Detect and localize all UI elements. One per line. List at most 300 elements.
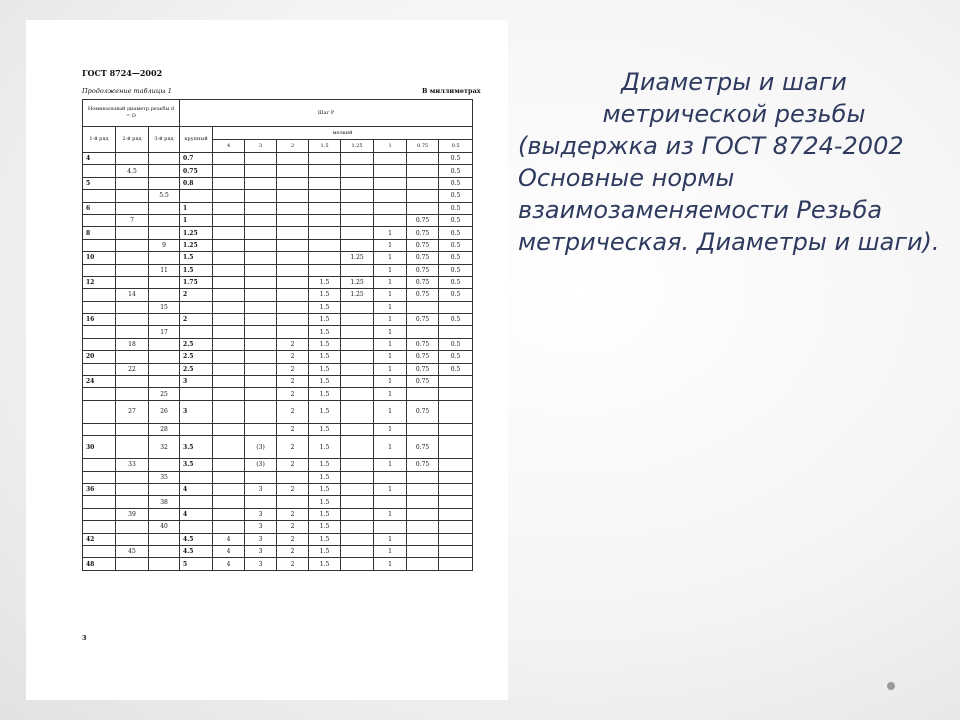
- cell-p05: 0.5: [439, 264, 473, 276]
- cell-p05: 0.5: [439, 338, 473, 350]
- cell-p15: 1.5: [309, 545, 341, 557]
- cell-p05: [439, 388, 473, 400]
- cell-c: 3: [180, 376, 213, 388]
- cell-d2: [116, 423, 149, 435]
- cell-p125: [341, 314, 374, 326]
- cell-d3: [149, 363, 180, 375]
- header-fine-pitch: 0.75: [407, 140, 439, 153]
- header-fine-pitch: 4: [213, 140, 245, 153]
- cell-p4: [213, 423, 245, 435]
- cell-p4: [213, 363, 245, 375]
- table-body: [83, 153, 473, 571]
- cell-d3: [149, 153, 180, 165]
- cell-p3: 3: [245, 558, 277, 570]
- cell-p2: 2: [277, 508, 309, 520]
- cell-p1: 1: [374, 423, 407, 435]
- cell-p15: 1.5: [309, 483, 341, 495]
- cell-d2: [116, 471, 149, 483]
- cell-p125: [341, 264, 374, 276]
- cell-p075: 0.75: [407, 227, 439, 239]
- cell-p2: 2: [277, 400, 309, 423]
- cell-p125: [341, 338, 374, 350]
- cell-p15: 1.5: [309, 363, 341, 375]
- cell-p3: 3: [245, 508, 277, 520]
- cell-p15: 1.5: [309, 423, 341, 435]
- cell-c: 3: [180, 400, 213, 423]
- cell-p075: [407, 533, 439, 545]
- cell-p15: [309, 252, 341, 264]
- cell-d2: [116, 388, 149, 400]
- cell-d3: [149, 177, 180, 189]
- cell-c: [180, 326, 213, 338]
- cell-p05: [439, 558, 473, 570]
- cell-p4: [213, 459, 245, 471]
- cell-d2: [116, 227, 149, 239]
- cell-p15: 1.5: [309, 326, 341, 338]
- table-row: [83, 177, 473, 189]
- cell-p125: [341, 202, 374, 214]
- cell-p075: 0.75: [407, 338, 439, 350]
- table-row: [83, 533, 473, 545]
- cell-d3: 9: [149, 239, 180, 251]
- cell-p075: [407, 496, 439, 508]
- cell-p4: [213, 252, 245, 264]
- cell-p05: [439, 471, 473, 483]
- cell-d3: [149, 483, 180, 495]
- cell-p2: 2: [277, 351, 309, 363]
- cell-p125: [341, 165, 374, 177]
- cell-d3: 5.5: [149, 190, 180, 202]
- cell-p05: [439, 301, 473, 313]
- cell-p1: 1: [374, 376, 407, 388]
- caption-line-2: метрической резьбы: [602, 100, 866, 128]
- cell-d2: 18: [116, 338, 149, 350]
- cell-p3: [245, 363, 277, 375]
- cell-d2: [116, 558, 149, 570]
- table-row: [83, 276, 473, 288]
- cell-c: 5: [180, 558, 213, 570]
- cell-p075: [407, 521, 439, 533]
- cell-d1: [83, 338, 116, 350]
- cell-p05: 0.5: [439, 190, 473, 202]
- cell-p1: [374, 190, 407, 202]
- cell-p3: 3: [245, 533, 277, 545]
- cell-p2: [277, 471, 309, 483]
- cell-p075: [407, 190, 439, 202]
- cell-d3: [149, 289, 180, 301]
- cell-d2: 33: [116, 459, 149, 471]
- cell-p1: 1: [374, 545, 407, 557]
- cell-c: 4.5: [180, 545, 213, 557]
- cell-d1: [83, 400, 116, 423]
- cell-p2: 2: [277, 533, 309, 545]
- cell-d1: 5: [83, 177, 116, 189]
- table-row: [83, 388, 473, 400]
- cell-p2: [277, 326, 309, 338]
- cell-p2: [277, 239, 309, 251]
- table-row: [83, 400, 473, 423]
- cell-d1: [83, 264, 116, 276]
- cell-d1: 16: [83, 314, 116, 326]
- cell-d1: [83, 423, 116, 435]
- cell-c: 1.25: [180, 227, 213, 239]
- cell-p1: 1: [374, 301, 407, 313]
- cell-p2: [277, 289, 309, 301]
- cell-p075: 0.75: [407, 239, 439, 251]
- cell-p05: 0.5: [439, 252, 473, 264]
- cell-p2: 2: [277, 388, 309, 400]
- cell-d1: 20: [83, 351, 116, 363]
- cell-p3: [245, 190, 277, 202]
- cell-c: 4: [180, 483, 213, 495]
- cell-p1: 1: [374, 264, 407, 276]
- cell-d1: 42: [83, 533, 116, 545]
- cell-d3: [149, 351, 180, 363]
- cell-p15: [309, 190, 341, 202]
- cell-c: 0.75: [180, 165, 213, 177]
- cell-p05: 0.5: [439, 165, 473, 177]
- cell-d3: [149, 533, 180, 545]
- cell-d2: 4.5: [116, 165, 149, 177]
- cell-p075: 0.75: [407, 314, 439, 326]
- table-row: [83, 214, 473, 226]
- cell-p2: [277, 165, 309, 177]
- cell-p3: [245, 177, 277, 189]
- cell-p1: 1: [374, 363, 407, 375]
- cell-d2: 22: [116, 363, 149, 375]
- cell-p1: [374, 177, 407, 189]
- cell-p05: [439, 376, 473, 388]
- cell-p15: [309, 177, 341, 189]
- cell-c: 1.75: [180, 276, 213, 288]
- cell-p075: [407, 471, 439, 483]
- cell-p4: [213, 338, 245, 350]
- cell-c: 4.5: [180, 533, 213, 545]
- cell-d1: 36: [83, 483, 116, 495]
- header-row1: 1-й ряд: [83, 127, 116, 153]
- cell-p4: [213, 264, 245, 276]
- cell-p2: [277, 314, 309, 326]
- cell-c: [180, 496, 213, 508]
- cell-p4: 4: [213, 533, 245, 545]
- header-fine-pitch: 2: [277, 140, 309, 153]
- cell-p2: 2: [277, 483, 309, 495]
- cell-p05: 0.5: [439, 363, 473, 375]
- cell-d3: [149, 252, 180, 264]
- cell-p075: [407, 177, 439, 189]
- slide-nav-dot[interactable]: [887, 682, 895, 690]
- cell-p125: [341, 388, 374, 400]
- cell-d3: 35: [149, 471, 180, 483]
- cell-p05: 0.5: [439, 239, 473, 251]
- cell-d2: [116, 276, 149, 288]
- cell-c: [180, 423, 213, 435]
- cell-p125: [341, 190, 374, 202]
- cell-p15: 1.5: [309, 521, 341, 533]
- cell-p1: [374, 471, 407, 483]
- header-row3: 3-й ряд: [149, 127, 180, 153]
- cell-d3: [149, 202, 180, 214]
- cell-p2: 2: [277, 363, 309, 375]
- cell-p3: [245, 351, 277, 363]
- cell-p4: [213, 202, 245, 214]
- cell-p1: [374, 214, 407, 226]
- cell-p125: [341, 459, 374, 471]
- table-row: [83, 153, 473, 165]
- header-fine-pitch: 1.5: [309, 140, 341, 153]
- cell-p15: [309, 239, 341, 251]
- cell-p075: 0.75: [407, 276, 439, 288]
- cell-d1: 24: [83, 376, 116, 388]
- cell-p125: [341, 177, 374, 189]
- cell-p075: [407, 483, 439, 495]
- cell-p05: [439, 545, 473, 557]
- cell-p15: 1.5: [309, 459, 341, 471]
- cell-p075: [407, 508, 439, 520]
- cell-p1: [374, 153, 407, 165]
- cell-p05: 0.5: [439, 214, 473, 226]
- cell-d2: [116, 153, 149, 165]
- cell-p4: [213, 301, 245, 313]
- cell-p075: [407, 423, 439, 435]
- cell-p1: 1: [374, 326, 407, 338]
- table-row: [83, 338, 473, 350]
- cell-p3: [245, 276, 277, 288]
- cell-p075: 0.75: [407, 264, 439, 276]
- cell-d1: [83, 289, 116, 301]
- cell-p3: [245, 400, 277, 423]
- cell-p15: 1.5: [309, 351, 341, 363]
- cell-p4: [213, 165, 245, 177]
- cell-c: 2.5: [180, 351, 213, 363]
- table-row: [83, 264, 473, 276]
- cell-p2: [277, 496, 309, 508]
- table-row: [83, 301, 473, 313]
- cell-p1: [374, 496, 407, 508]
- cell-d2: [116, 436, 149, 459]
- cell-p075: 0.75: [407, 351, 439, 363]
- cell-p075: [407, 301, 439, 313]
- cell-p1: 1: [374, 436, 407, 459]
- cell-p125: [341, 326, 374, 338]
- cell-p05: [439, 459, 473, 471]
- cell-p2: [277, 301, 309, 313]
- table-row: [83, 202, 473, 214]
- cell-p15: 1.5: [309, 289, 341, 301]
- thread-pitch-table: [82, 99, 473, 571]
- cell-d3: 26: [149, 400, 180, 423]
- cell-p15: 1.5: [309, 338, 341, 350]
- cell-p125: [341, 483, 374, 495]
- cell-d2: [116, 202, 149, 214]
- cell-d2: 7: [116, 214, 149, 226]
- cell-p2: 2: [277, 545, 309, 557]
- cell-p15: 1.5: [309, 436, 341, 459]
- cell-p15: [309, 153, 341, 165]
- cell-p075: 0.75: [407, 214, 439, 226]
- cell-p1: [374, 521, 407, 533]
- table-row: [83, 190, 473, 202]
- cell-p075: 0.75: [407, 376, 439, 388]
- cell-p4: [213, 508, 245, 520]
- cell-p2: [277, 202, 309, 214]
- cell-p3: 3: [245, 483, 277, 495]
- cell-p3: [245, 388, 277, 400]
- table-row: [83, 289, 473, 301]
- cell-p15: [309, 227, 341, 239]
- cell-d1: [83, 459, 116, 471]
- table-row: [83, 376, 473, 388]
- cell-c: [180, 301, 213, 313]
- table-row: [83, 558, 473, 570]
- cell-p4: [213, 153, 245, 165]
- cell-p4: [213, 239, 245, 251]
- cell-p2: [277, 153, 309, 165]
- header-fine: мелкий: [213, 127, 473, 140]
- cell-d1: [83, 388, 116, 400]
- cell-d3: 15: [149, 301, 180, 313]
- cell-p1: 1: [374, 289, 407, 301]
- cell-d3: [149, 165, 180, 177]
- cell-p2: [277, 252, 309, 264]
- cell-d2: 14: [116, 289, 149, 301]
- cell-d1: 4: [83, 153, 116, 165]
- cell-p4: [213, 351, 245, 363]
- cell-d3: [149, 545, 180, 557]
- cell-p15: 1.5: [309, 533, 341, 545]
- cell-p05: [439, 400, 473, 423]
- cell-p05: [439, 326, 473, 338]
- doc-title: ГОСТ 8724—2002: [82, 68, 163, 78]
- cell-d2: [116, 177, 149, 189]
- cell-d3: [149, 314, 180, 326]
- cell-p3: [245, 202, 277, 214]
- cell-p15: [309, 214, 341, 226]
- table-row: [83, 545, 473, 557]
- cell-p05: 0.5: [439, 314, 473, 326]
- cell-p15: [309, 264, 341, 276]
- cell-p3: [245, 338, 277, 350]
- cell-p075: [407, 326, 439, 338]
- cell-p125: [341, 558, 374, 570]
- cell-p125: [341, 508, 374, 520]
- cell-p3: [245, 264, 277, 276]
- cell-p05: 0.5: [439, 177, 473, 189]
- cell-p4: [213, 471, 245, 483]
- cell-p4: [213, 177, 245, 189]
- cell-p4: [213, 326, 245, 338]
- cell-c: 0.7: [180, 153, 213, 165]
- cell-p2: 2: [277, 376, 309, 388]
- cell-p4: [213, 376, 245, 388]
- table-row: [83, 436, 473, 459]
- cell-d2: [116, 376, 149, 388]
- cell-p125: [341, 227, 374, 239]
- header-pitch: Шаг P: [180, 100, 473, 127]
- cell-d3: 38: [149, 496, 180, 508]
- table-row: [83, 496, 473, 508]
- cell-p3: (3): [245, 436, 277, 459]
- cell-p1: [374, 202, 407, 214]
- cell-p2: [277, 177, 309, 189]
- cell-p1: 1: [374, 314, 407, 326]
- cell-c: [180, 190, 213, 202]
- cell-p125: [341, 423, 374, 435]
- cell-p15: 1.5: [309, 558, 341, 570]
- cell-p3: [245, 153, 277, 165]
- doc-page-number: 3: [82, 634, 87, 642]
- cell-d3: 25: [149, 388, 180, 400]
- cell-c: 2.5: [180, 363, 213, 375]
- cell-d2: [116, 264, 149, 276]
- table-row: [83, 459, 473, 471]
- cell-p125: [341, 301, 374, 313]
- cell-p075: 0.75: [407, 252, 439, 264]
- cell-p125: [341, 239, 374, 251]
- cell-p3: [245, 376, 277, 388]
- cell-p125: [341, 545, 374, 557]
- cell-c: 2: [180, 314, 213, 326]
- cell-d1: [83, 165, 116, 177]
- cell-d1: [83, 326, 116, 338]
- cell-p2: [277, 214, 309, 226]
- cell-d3: 32: [149, 436, 180, 459]
- cell-p075: [407, 558, 439, 570]
- cell-p15: 1.5: [309, 301, 341, 313]
- cell-d2: [116, 239, 149, 251]
- cell-p15: 1.5: [309, 276, 341, 288]
- cell-p125: [341, 471, 374, 483]
- cell-c: 1: [180, 202, 213, 214]
- header-row2: 2-й ряд: [116, 127, 149, 153]
- cell-d2: [116, 190, 149, 202]
- cell-p4: [213, 314, 245, 326]
- doc-continuation-label: Продолжение таблицы 1: [82, 87, 172, 95]
- table-row: [83, 508, 473, 520]
- cell-p075: 0.75: [407, 459, 439, 471]
- cell-c: 1.5: [180, 264, 213, 276]
- table-row: [83, 471, 473, 483]
- cell-p15: [309, 202, 341, 214]
- cell-p125: [341, 533, 374, 545]
- cell-c: 3.5: [180, 436, 213, 459]
- cell-p3: [245, 252, 277, 264]
- cell-p4: [213, 276, 245, 288]
- cell-d1: [83, 301, 116, 313]
- cell-p05: 0.5: [439, 351, 473, 363]
- cell-c: 4: [180, 508, 213, 520]
- cell-p05: 0.5: [439, 153, 473, 165]
- cell-p2: [277, 227, 309, 239]
- cell-c: 0.8: [180, 177, 213, 189]
- cell-p1: 1: [374, 459, 407, 471]
- cell-p4: [213, 388, 245, 400]
- cell-p125: 1.25: [341, 252, 374, 264]
- cell-c: [180, 471, 213, 483]
- cell-p2: 2: [277, 521, 309, 533]
- cell-c: 1.25: [180, 239, 213, 251]
- cell-p125: [341, 363, 374, 375]
- cell-p125: [341, 436, 374, 459]
- cell-d1: [83, 545, 116, 557]
- cell-d2: [116, 483, 149, 495]
- cell-p15: 1.5: [309, 376, 341, 388]
- cell-p125: [341, 496, 374, 508]
- cell-p4: [213, 289, 245, 301]
- cell-p4: [213, 436, 245, 459]
- cell-p075: 0.75: [407, 289, 439, 301]
- cell-p075: [407, 165, 439, 177]
